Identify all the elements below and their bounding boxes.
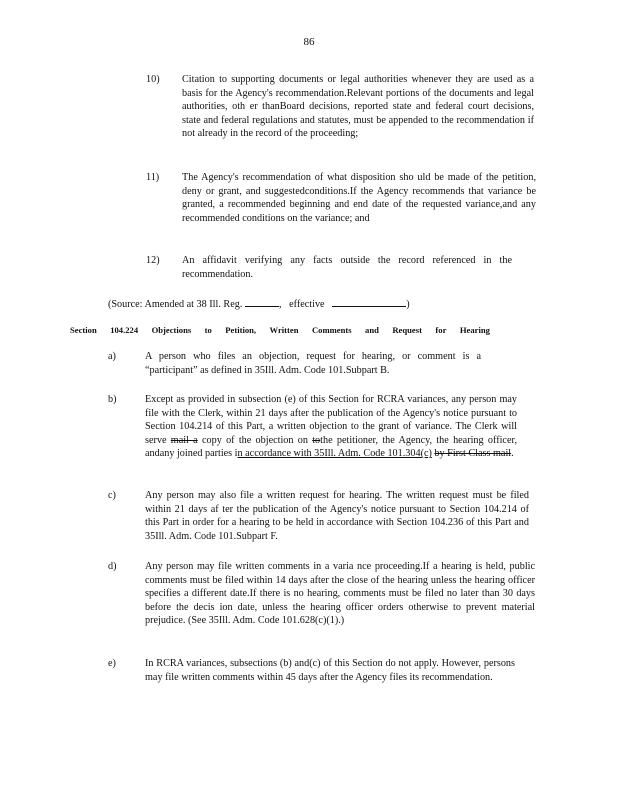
- subsection-marker: e): [108, 658, 116, 669]
- page-number: 86: [303, 36, 315, 48]
- subsection-text: Any person may also file a written request for hearing. The written request must be filed within 21 days af ter the publication of the Agency's notice pursuant to Section 104.214 of this Part in order for a hearing to be held in accordance with Section 104.236 of this Part and 35Ill. Adm. Code 101.Subpart F.: [145, 490, 529, 542]
- subsection-text-run: copy of the objection on: [197, 434, 313, 446]
- deleted-text: to: [312, 434, 321, 446]
- list-item-marker: 10): [146, 74, 160, 85]
- section-title-word: to: [204, 325, 212, 335]
- register-volume-blank: [245, 296, 279, 307]
- list-item-marker: 11): [146, 172, 160, 183]
- inserted-text: n accordance with 35Ill. Adm. Code 101.304(c): [237, 448, 432, 460]
- section-title-word: Petition,: [225, 325, 257, 335]
- section-title-word: Objections: [151, 325, 192, 335]
- subsection-text-run: .: [511, 448, 514, 460]
- section-label: Section: [70, 325, 97, 335]
- section-number: 104.224: [110, 325, 139, 335]
- section-title-word: Hearing: [459, 325, 490, 335]
- deleted-text: by First Class mail: [434, 448, 512, 460]
- list-item-text: An affidavit verifying any facts outside the record referenced in the recommendation.: [182, 255, 512, 280]
- list-item-text: Citation to supporting documents or legal authorities whenever they are used as a basis for the Agency's recommendation.Relevant portions of the documents and legal authorities, oth er thanBoard decisions, reported state and federal court decisions, state and federal regulations and statutes, must be appended to the recommendation if not already in the record of the proceeding;: [182, 74, 534, 140]
- effective-date-blank: [332, 296, 406, 307]
- section-heading: [70, 324, 490, 338]
- subsection-marker: b): [108, 394, 117, 405]
- list-item-marker: 12): [146, 255, 160, 266]
- section-title-word: Written: [269, 325, 299, 335]
- subsection-text-run: Except as provided in subsection (e) of this Section for RCRA variances, any person may file with the Clerk, within 21 days after the publication of the Agency's notice pursuant to Section 104.214 of this Part, a written objection to the grant of variance. The Clerk will serve: [145, 394, 517, 446]
- source-prefix: (Source: Amended at 38 Ill. Reg.: [108, 299, 243, 310]
- source-comma: ,: [278, 299, 282, 310]
- section-title-word: Comments: [311, 325, 352, 335]
- section-title-word: Request: [392, 325, 422, 335]
- subsection-text-run: the petitioner, the Agency, the hearing officer, andany joined parties i: [145, 434, 517, 460]
- source-effective: effective: [289, 299, 325, 310]
- deleted-text: mail a: [170, 434, 198, 446]
- source-close: ): [406, 299, 410, 310]
- subsection-text: Any person may file written comments in a varia nce proceeding.If a hearing is held, public comments must be filed within 14 days after the close of the hearing unless the hearing officer specifies a different date.If there is no hearing, comments must be filed no later than 30 days before the decis ion date, unless the hearing officer orders otherwise to prevent material prejudice. (See 35Ill. Adm. Code 101.628(c)(1).): [145, 561, 535, 627]
- source-note: [108, 296, 410, 312]
- subsection-marker: d): [108, 561, 117, 572]
- list-item-text: The Agency's recommendation of what disposition sho uld be made of the petition, deny or grant, and suggestedconditions.If the Agency recommends that variance be granted, a recommended beginning and end date of the requested variance,and any recommended conditions on the variance; and: [182, 172, 536, 224]
- subsection-marker: c): [108, 490, 116, 501]
- section-title-word: and: [365, 325, 379, 335]
- subsection-marker: a): [108, 351, 116, 362]
- section-title-word: for: [435, 325, 447, 335]
- subsection-text: A person who files an objection, request for hearing, or comment is a “participant” as defined in 35Ill. Adm. Code 101.Subpart B.: [145, 351, 481, 376]
- subsection-text: [145, 393, 517, 461]
- subsection-text: In RCRA variances, subsections (b) and(c) of this Section do not apply. However, persons may file written comments within 45 days after the Agency files its recommendation.: [145, 658, 515, 683]
